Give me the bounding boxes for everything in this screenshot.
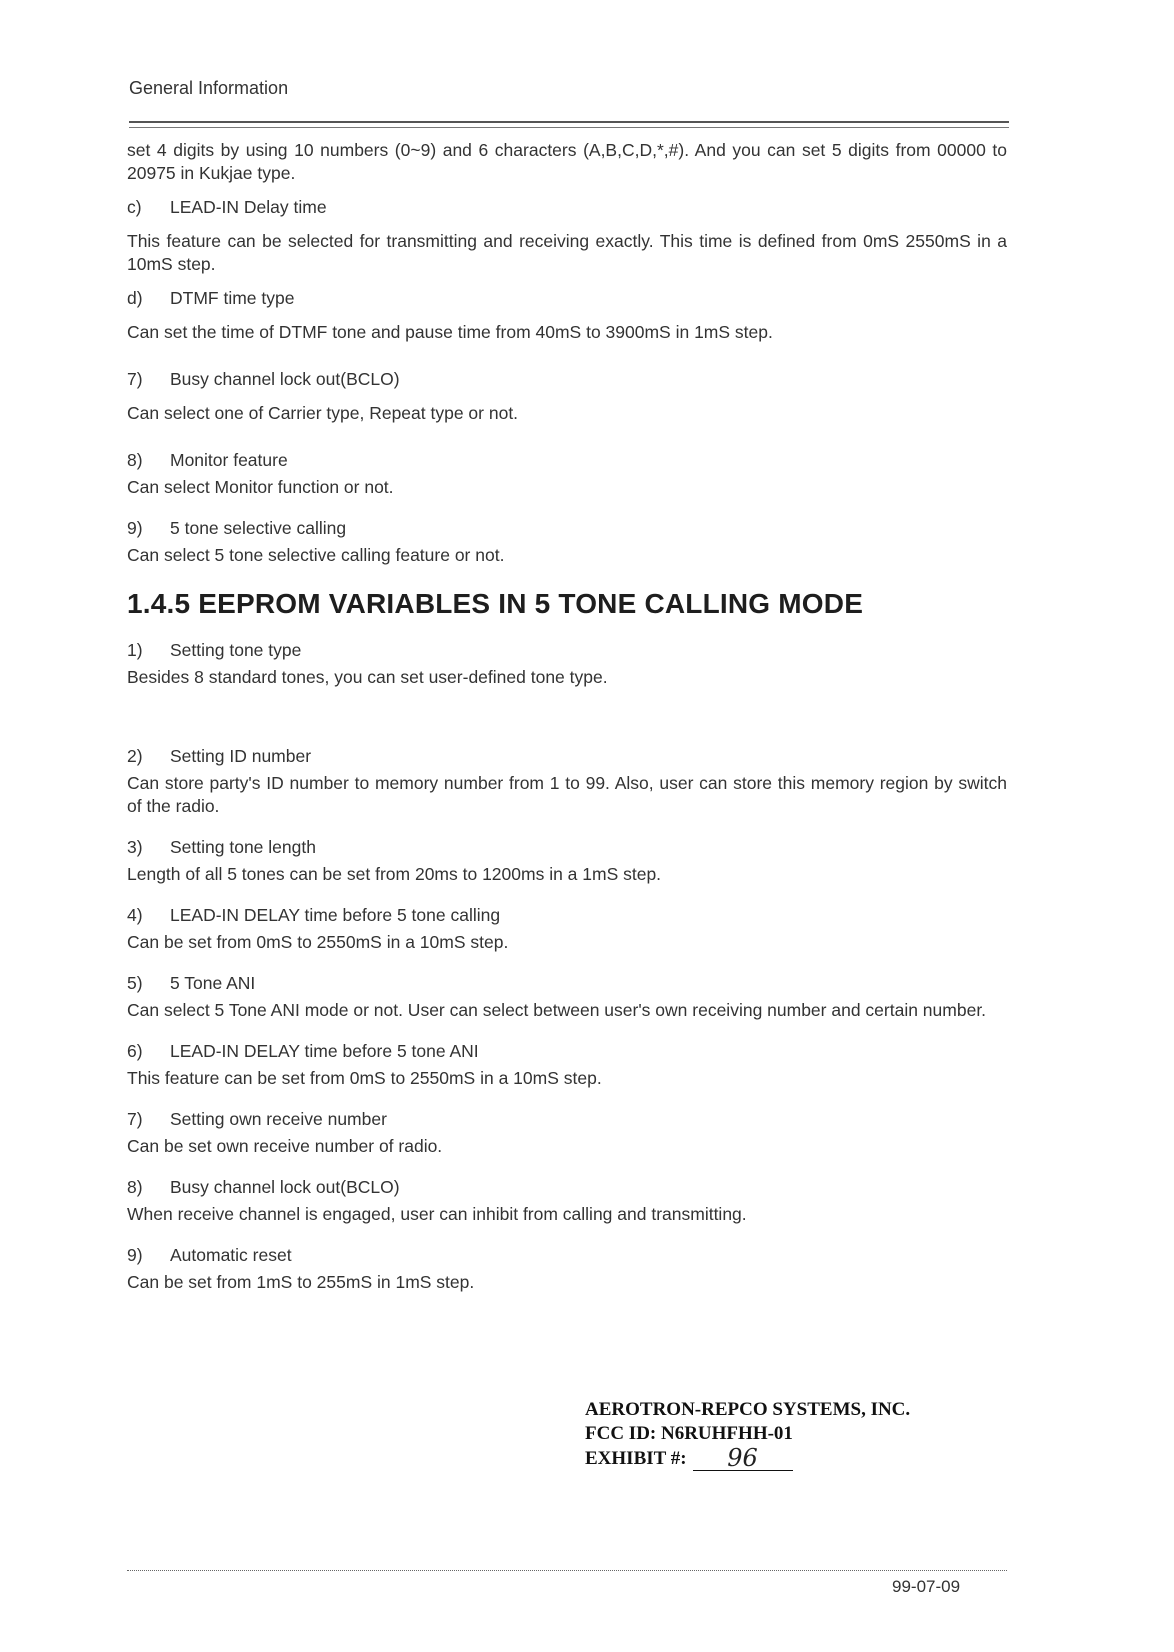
item-number: 7) [127,369,143,389]
list-item-heading [127,287,1007,310]
list-item-heading [127,517,1007,540]
stamp-fcc-id: FCC ID: N6RUHFHH-01 [585,1423,793,1444]
item-number: 7) [127,1109,143,1129]
list-item-heading [127,1040,1007,1063]
item-description: Can select one of Carrier type, Repeat type or not. [127,403,519,423]
list-item-heading [127,904,1007,927]
list-item-heading [127,368,1007,391]
item-number: 5) [127,973,143,993]
item-title: Busy channel lock out(BCLO) [170,369,400,389]
item-description: Besides 8 standard tones, you can set user-defined tone type. [127,667,608,687]
item-title: Busy channel lock out(BCLO) [170,1177,400,1197]
item-description: Length of all 5 tones can be set from 20ms to 1200ms in a 1mS step. [127,864,662,884]
item-number: 3) [127,837,143,857]
item-description: Can be set from 0mS to 2550mS in a 10mS step. [127,932,509,952]
list-item-heading [127,1244,1007,1267]
item-title: Monitor feature [170,450,288,470]
item-title: 5 tone selective calling [170,518,347,538]
item-title: DTMF time type [170,288,295,308]
list-item-heading [127,745,1007,768]
item-description: Can be set own receive number of radio. [127,1136,443,1156]
item-title: Setting ID number [170,746,312,766]
list-item-heading [127,196,1007,219]
section-heading: 1.4.5 EEPROM VARIABLES IN 5 TONE CALLING MODE [127,588,864,619]
item-title: Setting tone length [170,837,316,857]
list-item-heading [127,972,1007,995]
item-title: LEAD-IN DELAY time before 5 tone ANI [170,1041,479,1061]
item-title: LEAD-IN DELAY time before 5 tone calling [170,905,501,925]
item-description: When receive channel is engaged, user can inhibit from calling and transmitting. [127,1204,747,1224]
item-number: 4) [127,905,143,925]
item-description: Can select 5 Tone ANI mode or not. User can select between user's own receiving number and certain number. [127,1000,987,1020]
list-item-heading [127,1176,1007,1199]
item-number: 6) [127,1041,143,1061]
list-item-heading [127,449,1007,472]
stamp-company: AEROTRON-REPCO SYSTEMS, INC. [585,1399,911,1420]
item-number: 9) [127,518,143,538]
item-description: Can select Monitor function or not. [127,477,394,497]
item-number: 9) [127,1245,143,1265]
intro-paragraph: set 4 digits by using 10 numbers (0~9) and 6 characters (A,B,C,D,*,#). And you can set 5 digits from 00000 to 20975 in Kukjae type. [127,140,1007,183]
list-item-heading [127,836,1007,859]
list-item-heading [127,1108,1007,1131]
item-number: 8) [127,1177,143,1197]
item-description: This feature can be set from 0mS to 2550mS in a 10mS step. [127,1068,602,1088]
item-number: 8) [127,450,143,470]
stamp-exhibit-label: EXHIBIT #: [585,1448,687,1469]
item-title: Automatic reset [170,1245,292,1265]
footer-divider [127,1570,1007,1571]
item-title: LEAD-IN Delay time [170,197,327,217]
stamp-exhibit-line [585,1446,910,1471]
item-number: 2) [127,746,143,766]
item-description: This feature can be selected for transmitting and receiving exactly. This time is defined from 0mS 2550mS in a 10mS step. [127,231,1007,274]
header-divider [129,121,1009,128]
item-description: Can select 5 tone selective calling feature or not. [127,545,505,565]
item-number: d) [127,288,143,308]
item-description: Can store party's ID number to memory number from 1 to 99. Also, user can store this memory region by switch of the radio. [127,773,1007,816]
running-header: General Information [129,78,289,98]
item-title: 5 Tone ANI [170,973,256,993]
item-title: Setting tone type [170,640,302,660]
footer-date: 99-07-09 [892,1577,961,1596]
exhibit-stamp [585,1398,910,1471]
item-description: Can be set from 1mS to 255mS in 1mS step. [127,1272,475,1292]
list-item-heading [127,639,1007,662]
item-description: Can set the time of DTMF tone and pause time from 40mS to 3900mS in 1mS step. [127,322,773,342]
stamp-exhibit-handwritten-number: 96 [693,1446,793,1471]
page-content [127,139,1007,1294]
item-number: 1) [127,640,143,660]
item-number: c) [127,197,142,217]
item-title: Setting own receive number [170,1109,387,1129]
